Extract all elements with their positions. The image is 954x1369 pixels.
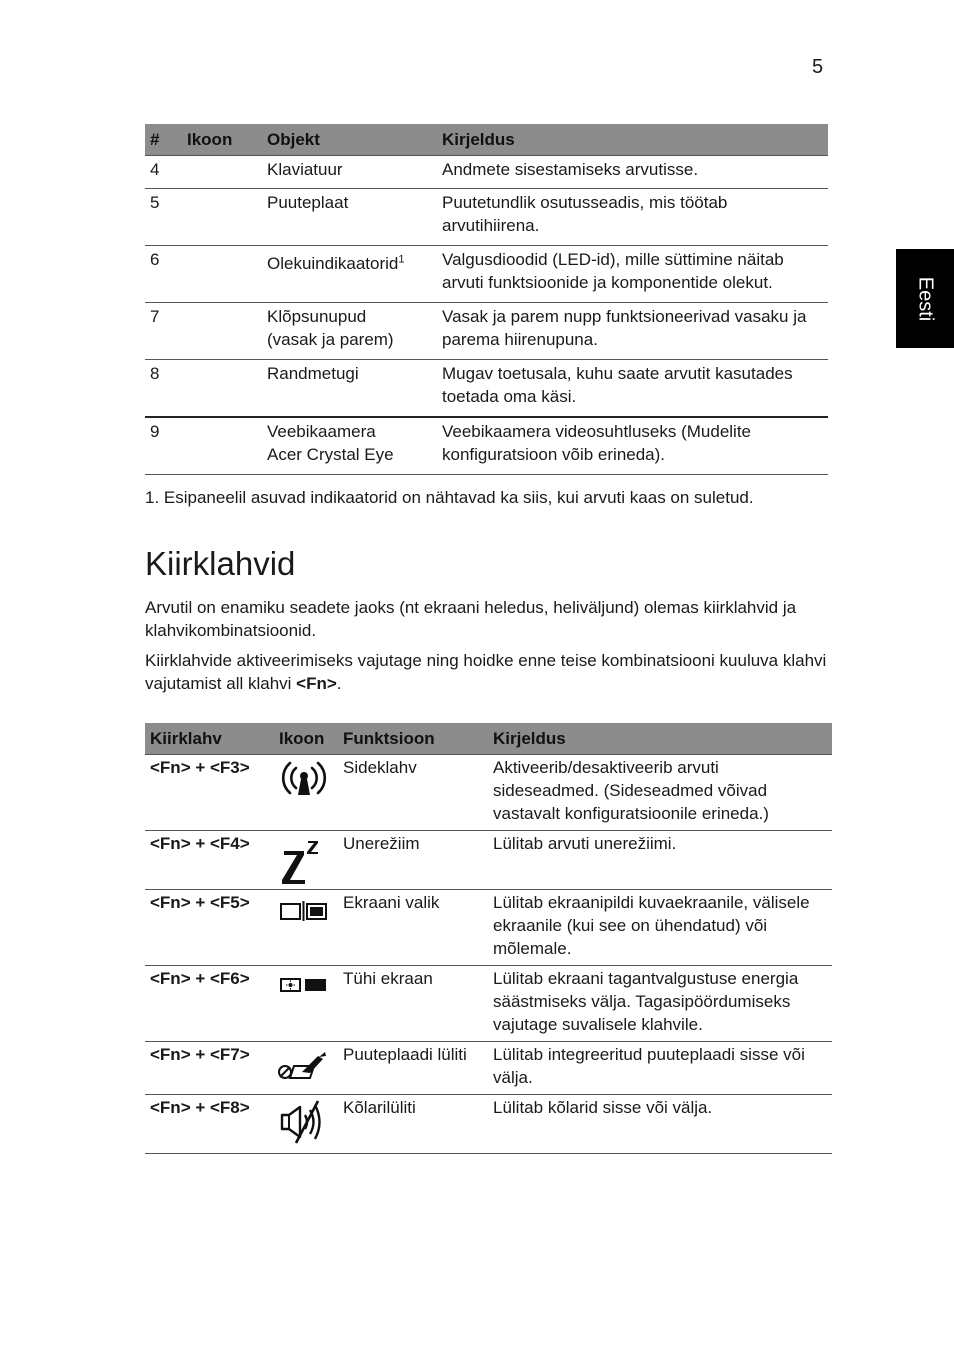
table-row — [145, 303, 828, 360]
function-name: Unerežiim — [338, 831, 488, 890]
header-icon: Ikoon — [182, 124, 262, 156]
table-row — [145, 246, 828, 303]
instruction-end: . — [336, 674, 342, 693]
row-description: Veebikaamera videosuhtluseks (Mudelite konfiguratsioon võib erineda). — [437, 417, 828, 475]
row-object-text: Olekuindikaatorid — [267, 254, 399, 273]
hotkey: <Fn> + <F7> — [145, 1042, 274, 1095]
row-icon-cell — [274, 755, 338, 831]
function-description: Lülitab integreeritud puuteplaadi sisse või välja. — [488, 1042, 832, 1095]
row-icon-cell — [274, 1042, 338, 1095]
hotkey: <Fn> + <F3> — [145, 755, 274, 831]
table-row — [145, 1042, 832, 1095]
wireless-icon — [274, 759, 334, 801]
instruction-paragraph — [145, 649, 835, 695]
row-icon-cell — [274, 831, 338, 890]
blank-screen-icon — [274, 970, 334, 1000]
speaker-mute-icon — [274, 1099, 334, 1145]
hotkey: <Fn> + <F8> — [145, 1095, 274, 1154]
row-object: Veebikaamera Acer Crystal Eye — [262, 417, 437, 475]
row-description: Puutetundlik osutusseadis, mis töötab arvutihiirena. — [437, 189, 828, 246]
header-function: Funktsioon — [338, 723, 488, 755]
display-toggle-icon — [274, 894, 334, 924]
function-name: Tühi ekraan — [338, 966, 488, 1042]
footnote-marker: 1 — [398, 253, 405, 266]
row-num: 8 — [145, 360, 182, 418]
components-table-header — [145, 124, 828, 156]
hotkey: <Fn> + <F4> — [145, 831, 274, 890]
row-object — [262, 246, 437, 303]
hotkeys-table-header — [145, 723, 832, 755]
row-icon — [182, 156, 262, 189]
components-table — [145, 124, 828, 475]
page-number: 5 — [812, 56, 824, 78]
header-description: Kirjeldus — [437, 124, 828, 156]
fn-key-label: <Fn> — [296, 674, 337, 693]
header-icon: Ikoon — [274, 723, 338, 755]
function-name: Puuteplaadi lüliti — [338, 1042, 488, 1095]
function-name: Ekraani valik — [338, 890, 488, 966]
sleep-icon — [274, 835, 334, 885]
row-num: 5 — [145, 189, 182, 246]
function-description: Lülitab kõlarid sisse või välja. — [488, 1095, 832, 1154]
table-row — [145, 890, 832, 966]
language-tab — [896, 249, 954, 348]
function-name: Kõlarilüliti — [338, 1095, 488, 1154]
table-row — [145, 1095, 832, 1154]
intro-paragraph: Arvutil on enamiku seadete jaoks (nt ekraani heledus, heliväljund) olemas kiirklahvid ja klahvikombinatsioonid. — [145, 598, 797, 640]
row-num: 9 — [145, 417, 182, 475]
table-row — [145, 966, 832, 1042]
row-object: Randmetugi — [262, 360, 437, 418]
table-row — [145, 417, 828, 475]
header-num: # — [145, 124, 182, 156]
instruction-text: Kiirklahvide aktiveerimiseks vajutage ning hoidke enne teise kombinatsiooni kuuluva klahvi vajutamist all klahvi — [145, 651, 827, 693]
language-tab-label: Eesti — [914, 276, 937, 321]
row-icon-cell — [274, 966, 338, 1042]
row-object: Klõpsunupud (vasak ja parem) — [262, 303, 437, 360]
table-row — [145, 831, 832, 890]
row-description: Vasak ja parem nupp funktsioneerivad vasaku ja parema hiirenupuna. — [437, 303, 828, 360]
table-row — [145, 156, 828, 189]
section-title: Kiirklahvid — [145, 545, 296, 582]
row-num: 7 — [145, 303, 182, 360]
table-row — [145, 755, 832, 831]
row-icon — [182, 360, 262, 418]
row-icon — [182, 246, 262, 303]
row-icon-cell — [274, 890, 338, 966]
table-row — [145, 360, 828, 418]
function-description: Aktiveerib/desaktiveerib arvuti sideseadmed. (Sideseadmed võivad vastavalt konfiguratsioonile erineda.) — [488, 755, 832, 831]
footnote: 1. Esipaneelil asuvad indikaatorid on nähtavad ka siis, kui arvuti kaas on suletud. — [145, 488, 754, 507]
hotkey: <Fn> + <F6> — [145, 966, 274, 1042]
row-description: Mugav toetusala, kuhu saate arvutit kasutades toetada oma käsi. — [437, 360, 828, 418]
row-object: Klaviatuur — [262, 156, 437, 189]
table-row — [145, 189, 828, 246]
row-num: 6 — [145, 246, 182, 303]
row-icon-cell — [274, 1095, 338, 1154]
row-description: Andmete sisestamiseks arvutisse. — [437, 156, 828, 189]
touchpad-toggle-icon — [274, 1046, 334, 1082]
row-num: 4 — [145, 156, 182, 189]
function-description: Lülitab ekraani tagantvalgustuse energia säästmiseks välja. Tagasipöördumiseks vajutage suvalisele klahvile. — [488, 966, 832, 1042]
row-icon — [182, 303, 262, 360]
hotkeys-table — [145, 723, 832, 1154]
row-description: Valgusdioodid (LED-id), mille süttimine näitab arvuti funktsioonide ja komponentide olekut. — [437, 246, 828, 303]
function-description: Lülitab arvuti unerežiimi. — [488, 831, 832, 890]
header-object: Objekt — [262, 124, 437, 156]
header-description: Kirjeldus — [488, 723, 832, 755]
row-icon — [182, 417, 262, 475]
row-object: Puuteplaat — [262, 189, 437, 246]
hotkey: <Fn> + <F5> — [145, 890, 274, 966]
function-description: Lülitab ekraanipildi kuvaekraanile, välisele ekraanile (kui see on ühendatud) või mõlemale. — [488, 890, 832, 966]
function-name: Sideklahv — [338, 755, 488, 831]
header-hotkey: Kiirklahv — [145, 723, 274, 755]
row-icon — [182, 189, 262, 246]
